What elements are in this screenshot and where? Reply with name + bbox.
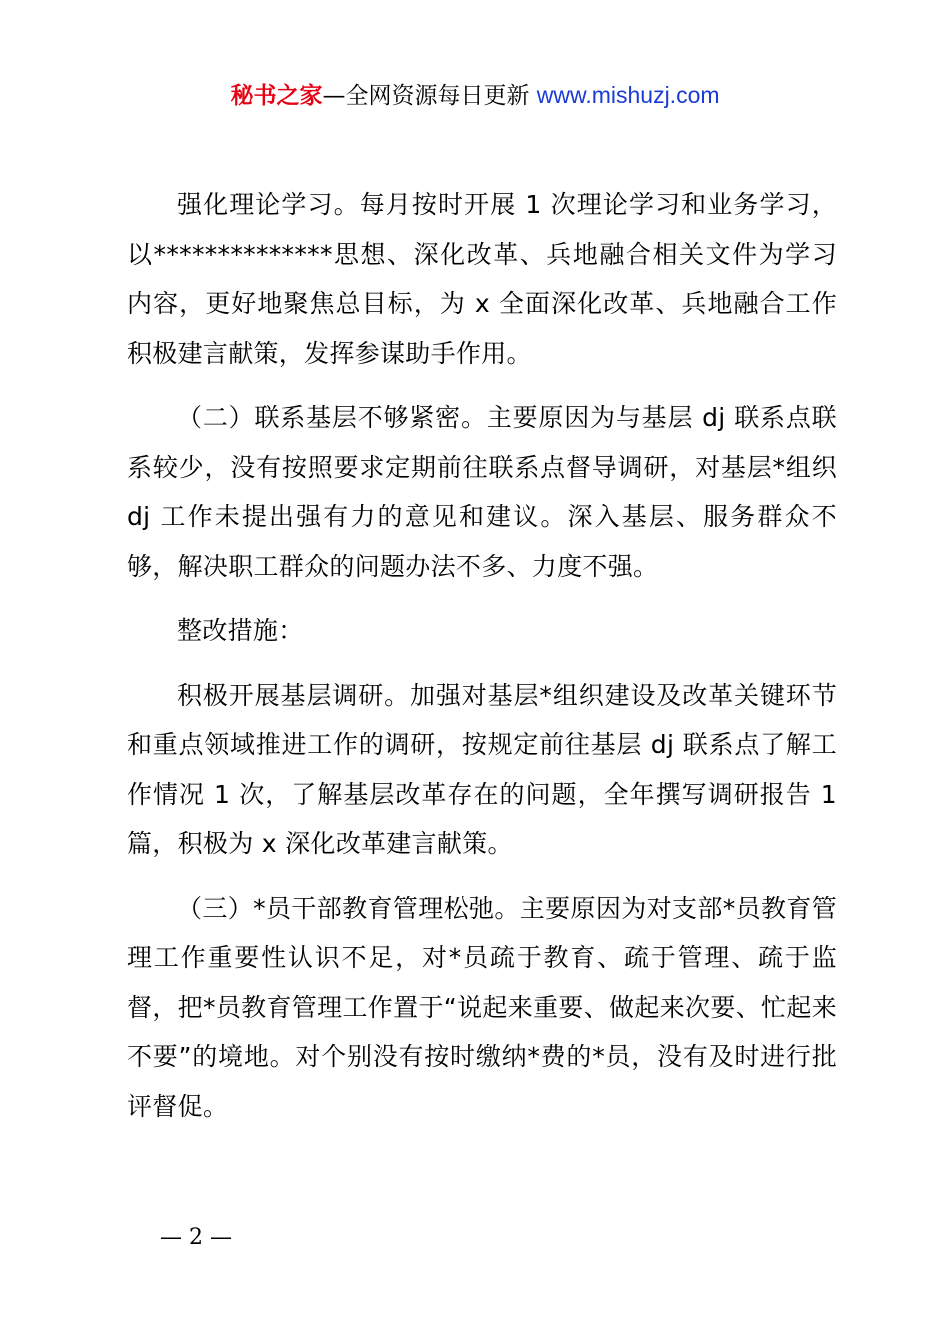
paragraph-theory-study: 强化理论学习。每月按时开展 1 次理论学习和业务学习，以**************思想、深化改革、兵地融合相关文件为学习内容，更好地聚焦总目标，为 x 全面深化改革、兵地融合工作积极建言献策，发挥参谋助手作用。 (127, 190, 837, 368)
paragraph-grassroots-research: 积极开展基层调研。加强对基层*组织建设及改革关键环节和重点领域推进工作的调研，按规定前往基层 dj 联系点了解工作情况 1 次，了解基层改革存在的问题，全年撰写调研报告 1 篇，积极为 x 深化改革建言献策。 (127, 680, 837, 858)
document-body (127, 180, 837, 1131)
paragraph-issue-three: （三）*员干部教育管理松弛。主要原因为对支部*员教育管理工作重要性认识不足，对*员疏于教育、疏于管理、疏于监督，把*员教育管理工作置于“说起来重要、做起来次要、忙起来不要”的境地。对个别没有按时缴纳*费的*员，没有及时进行批评督促。 (127, 893, 837, 1121)
site-url-link[interactable]: www.mishuzj.com (536, 82, 720, 108)
paragraph-issue-two: （二）联系基层不够紧密。主要原因为与基层 dj 联系点联系较少，没有按照要求定期前往联系点督导调研，对基层*组织 dj 工作未提出强有力的意见和建议。深入基层、服务群众不够，解决职工群众的问题办法不多、力度不强。 (127, 403, 837, 581)
paragraph-measures-heading: 整改措施： (177, 616, 304, 645)
brand-name: 秘书之家 (230, 83, 323, 109)
header-tagline: —全网资源每日更新 (322, 83, 530, 109)
site-header (0, 78, 950, 113)
page-number: — 2 — (160, 1225, 232, 1250)
